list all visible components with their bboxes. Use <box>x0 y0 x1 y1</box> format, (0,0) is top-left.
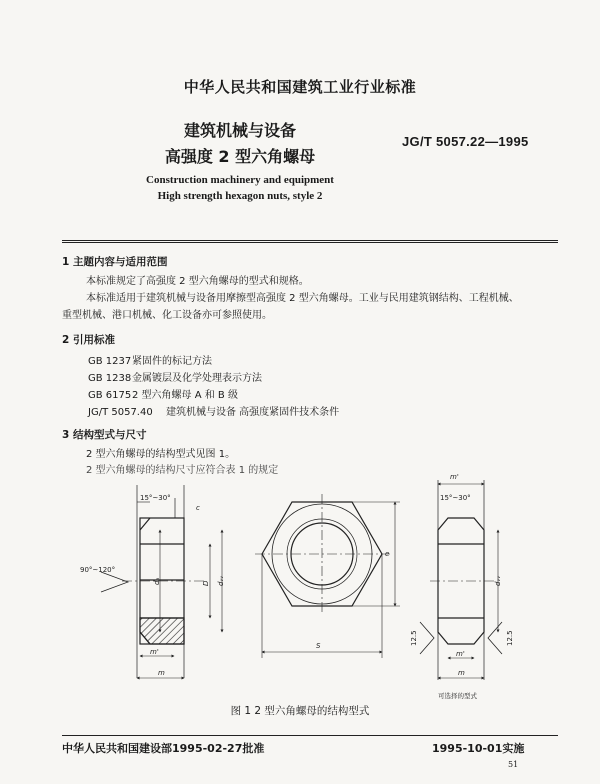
reference-item <box>88 352 212 367</box>
da-label: dₐ <box>153 577 161 585</box>
reference-item <box>88 386 238 401</box>
optional-form-label: 可选择的型式 <box>438 692 477 700</box>
section-1-heading: 1 主题内容与适用范围 <box>62 256 168 268</box>
dw-label: dᵥᵥ <box>217 575 225 586</box>
hex-front-view <box>255 494 400 658</box>
c-label: c <box>196 504 200 512</box>
title-en-line2: High strength hexagon nuts, style 2 <box>157 190 323 202</box>
reference-title: 金属镀层及化学处理表示方法 <box>132 373 262 384</box>
reference-item <box>88 403 339 418</box>
m-prime-right-top-label: m' <box>450 473 459 481</box>
section-1-paragraph-1: 本标准规定了高强度 2 型六角螺母的型式和规格。 <box>86 276 309 287</box>
e-label: e <box>385 550 390 558</box>
figure-caption: 图 1 2 型六角螺母的结构型式 <box>230 705 370 717</box>
approval-date: 中华人民共和国建设部1995-02-27批准 <box>62 742 265 755</box>
header-rule-thin <box>62 242 558 243</box>
reference-code: GB 1238 <box>88 373 132 384</box>
standard-number: JG/T 5057.22—1995 <box>402 134 529 149</box>
footer-rule <box>62 735 558 736</box>
reference-code: GB 1237 <box>88 356 132 367</box>
title-en-line1: Construction machinery and equipment <box>146 174 334 186</box>
reference-item <box>88 369 262 384</box>
title-zh-line1: 建筑机械与设备 <box>183 121 296 140</box>
reference-code: JG/T 5057.40 <box>88 407 153 418</box>
D-label: D <box>202 580 210 586</box>
section-1-paragraph-3: 重型机械、港口机械、化工设备亦可参照使用。 <box>62 310 272 321</box>
dim-125-right: 12.5 <box>506 630 514 646</box>
page-number: 51 <box>508 760 519 769</box>
section-2-heading: 2 引用标准 <box>62 334 115 346</box>
reference-title: 建筑机械与设备 高强度紧固件技术条件 <box>166 407 340 418</box>
section-1-paragraph-2: 本标准适用于建筑机械与设备用摩擦型高强度 2 型六角螺母。工业与民用建筑钢结构、工程机械、 <box>86 293 519 304</box>
section-3-paragraph-2: 2 型六角螺母的结构尺寸应符合表 1 的规定 <box>86 465 279 476</box>
bearing-angle-label: 90°~120° <box>80 566 116 574</box>
title-zh-line2: 高强度 2 型六角螺母 <box>164 147 316 166</box>
reference-title: 紧固件的标记方法 <box>132 356 212 367</box>
m-label: m <box>158 669 165 677</box>
reference-title: 2 型六角螺母 A 和 B 级 <box>132 390 238 401</box>
dim-125-left: 12.5 <box>410 630 418 646</box>
section-3-paragraph-1: 2 型六角螺母的结构型式见图 1。 <box>86 449 236 460</box>
header-rule <box>62 240 558 241</box>
m-prime-label: m' <box>150 648 159 656</box>
section-3-heading: 3 结构型式与尺寸 <box>62 429 147 441</box>
implementation-date: 1995-10-01实施 <box>432 742 525 755</box>
nut-technical-drawing <box>0 470 600 705</box>
m-right-label: m <box>458 669 465 677</box>
chamfer-angle-right-label: 15°~30° <box>440 494 471 502</box>
reference-code: GB 6175 <box>88 390 132 401</box>
m-prime-right-label: m' <box>456 650 465 658</box>
issuing-organization: 中华人民共和国建筑工业行业标准 <box>183 78 417 96</box>
dw-right-label: dᵥᵥ <box>494 575 502 586</box>
s-label: S <box>316 642 321 650</box>
chamfer-angle-label: 15°~30° <box>140 494 171 502</box>
